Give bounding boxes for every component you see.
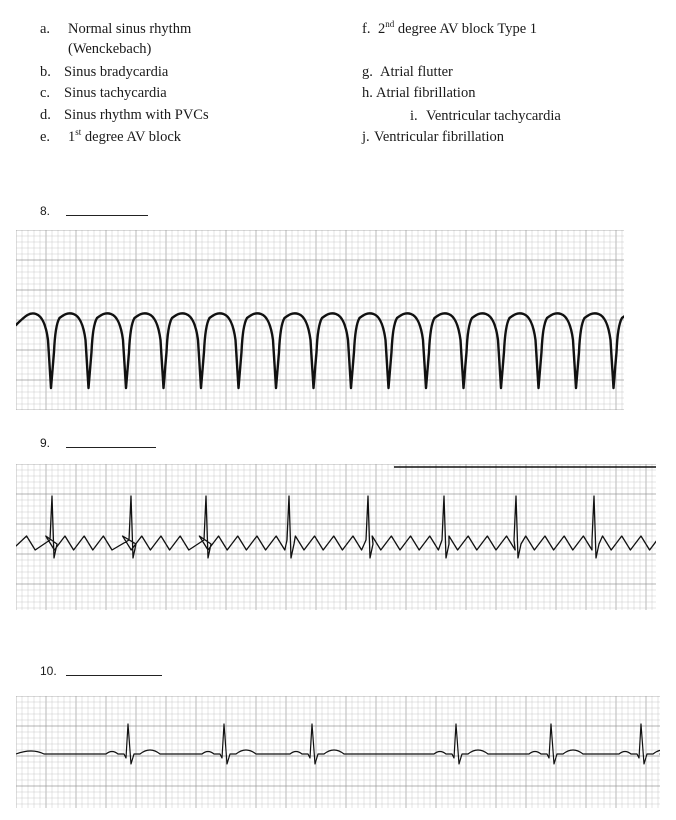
ecg-strip-8-svg: [16, 230, 624, 410]
option-text: Sinus rhythm with PVCs: [64, 107, 209, 123]
option-text: Atrial fibrillation: [376, 85, 476, 101]
option-letter: f.: [362, 21, 371, 37]
option-text: Ventricular fibrillation: [374, 129, 505, 145]
option-text-post: degree AV block: [81, 129, 182, 145]
ecg-strip-8: [16, 230, 624, 410]
option-letter: d.: [40, 107, 51, 123]
option-letter: c.: [40, 85, 51, 101]
option-d: [40, 106, 209, 124]
option-a: [40, 20, 191, 38]
ecg-strip-9-svg: [16, 464, 656, 610]
answer-blank[interactable]: [66, 675, 162, 676]
option-letter: g.: [362, 64, 373, 80]
option-text: Sinus tachycardia: [64, 85, 167, 101]
ecg-grid: [16, 464, 656, 610]
option-c: [40, 84, 167, 102]
option-letter: j.: [362, 129, 370, 145]
option-text-pre: 2: [378, 21, 386, 37]
option-h: [362, 84, 475, 102]
option-text: Normal sinus rhythm: [68, 21, 192, 37]
option-text: Sinus bradycardia: [64, 64, 169, 80]
question-number: 9.: [40, 436, 51, 450]
option-f: [362, 20, 537, 38]
option-i: [410, 107, 561, 125]
ecg-strip-10-svg: [16, 696, 660, 808]
question-number: 8.: [40, 204, 51, 218]
option-a-continuation: [68, 40, 151, 58]
ecg-trace: [16, 313, 624, 388]
option-text: (Wenckebach): [68, 41, 152, 57]
option-letter: b.: [40, 64, 51, 80]
option-letter: a.: [40, 21, 51, 37]
option-letter: i.: [410, 108, 418, 124]
option-text: Ventricular tachycardia: [426, 108, 561, 124]
option-text-sup: nd: [385, 19, 395, 30]
question-number: 10.: [40, 664, 57, 678]
option-g: [362, 63, 453, 81]
option-text: Atrial flutter: [380, 64, 453, 80]
ecg-strip-9: [16, 464, 656, 610]
ecg-strip-10: [16, 696, 660, 808]
option-e: [40, 128, 181, 146]
option-text-sup: st: [75, 127, 82, 138]
answer-blank[interactable]: [66, 215, 148, 216]
option-letter: h.: [362, 85, 373, 101]
option-j: [362, 128, 504, 146]
option-b: [40, 63, 168, 81]
option-letter: e.: [40, 129, 51, 145]
option-text-pre: 1: [68, 129, 76, 145]
answer-blank[interactable]: [66, 447, 156, 448]
option-text-post: degree AV block Type 1: [394, 21, 538, 37]
